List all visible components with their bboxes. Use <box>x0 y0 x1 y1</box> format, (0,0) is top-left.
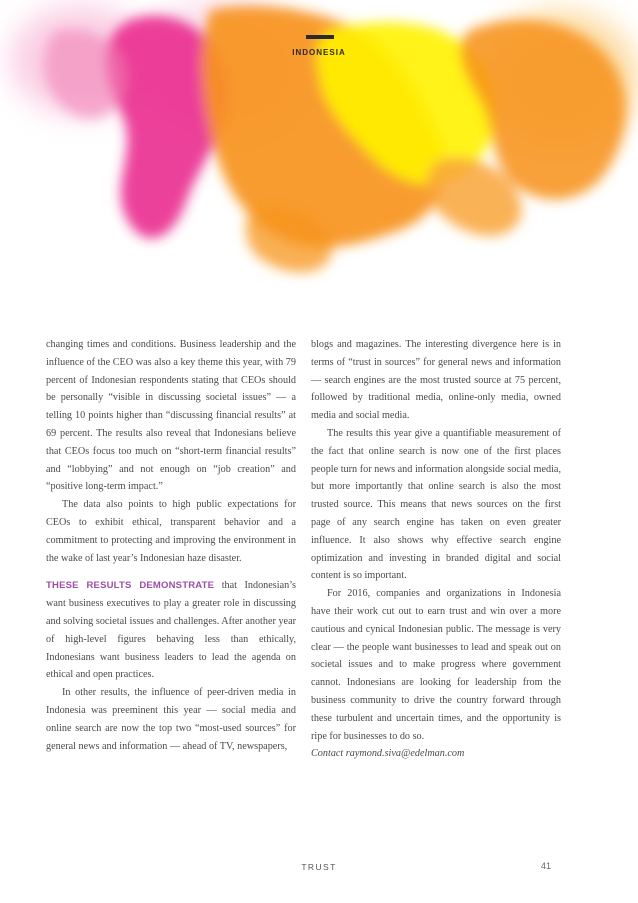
article-column-left <box>46 336 296 755</box>
page-number: 41 <box>541 861 552 871</box>
paragraph: The data also points to high public expectations for CEOs to exhibit ethical, transparent behavior and a commitment to protecting and improving the environment in the wake of last year’s Indonesian haze disaster. <box>46 499 296 564</box>
paragraph: changing times and conditions. Business leadership and the influence of the CEO was also a key theme this year, with 79 percent of Indonesian respondents stating that CEOs should be personally “visible in discussing societal issues” — a telling 10 points higher than “discussing financial results” at 69 percent. The results also reveal that Indonesians believe that CEOs focus too much on “short-term financial results” and “lobbying” and not enough on “job creation” and “positive long-term impact.” <box>46 339 296 493</box>
paragraph: In other results, the influence of peer-driven media in Indonesia was preeminent this year — social media and online search are now the top two “most-used sources” for general news and information — ahead of TV, newspapers, <box>46 687 296 752</box>
footer-label: TRUST <box>301 862 337 872</box>
paragraph: The results this year give a quantifiable measurement of the fact that online search is now one of the first places people turn for news and information alongside social media, but more importantly that online search is also the most trusted source. This means that news sources on the first page of any search engine has taken on even greater influence. It also shows why effective search engine optimization and investing in branded digital and social content is so important. <box>311 427 561 582</box>
section-marker-bar <box>306 35 334 39</box>
paragraph: For 2016, companies and organizations in Indonesia have their work cut out to earn trust and win over a more cautious and cynical Indonesian public. The message is very clear — the people want businesses to lead and speak out on societal issues and to make progress where government cannot. Indonesians are looking for leadership from the business community to drive the country forward through these turbulent and uncertain times, and the opportunity is ripe for businesses to do so. <box>311 588 561 742</box>
article-column-right <box>311 336 561 763</box>
paragraph-text: that Indonesian’s want business executives to play a greater role in discussing and solving societal issues and challenges. After another year of high-level figures behaving less than ethically, Indonesians want business leaders to lead the agenda on ethical and open practices. <box>46 580 296 681</box>
section-title: INDONESIA <box>292 48 346 57</box>
lead-in: THESE RESULTS DEMONSTRATE <box>46 580 215 592</box>
contact-line: Contact raymond.siva@edelman.com <box>311 748 465 760</box>
paragraph: blogs and magazines. The interesting divergence here is in terms of “trust in sources” for general news and information — search engines are the most trusted source at 75 percent, followed by traditional media, online-only media, owned media and social media. <box>311 339 561 422</box>
paragraph <box>46 577 296 684</box>
